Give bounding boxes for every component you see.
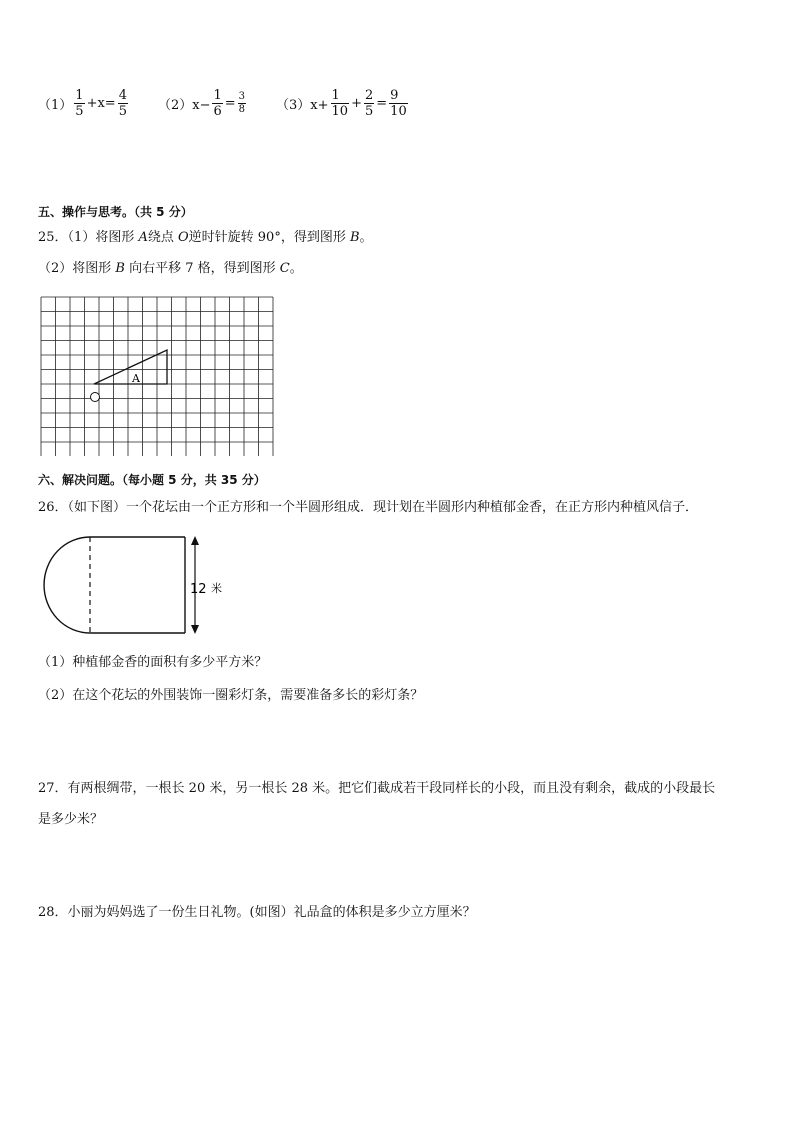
denominator: 5 <box>75 104 84 119</box>
question-26-sub-1: （1）种植郁金香的面积有多少平方米？ <box>38 655 268 670</box>
arrow-up-icon <box>191 536 199 545</box>
section-title: 五、操作与思考。（共 5 分） <box>38 205 193 219</box>
shape-name: A <box>138 230 148 245</box>
text-run: 绕点 <box>147 230 178 245</box>
denominator: 10 <box>331 104 349 119</box>
question-25-part-2 <box>38 260 303 278</box>
question-26-text: 26．（如下图）一个花坛由一个正方形和一个半圆形组成．现计划在半圆形内种植郁金香，在正方形内种植风信子． <box>38 500 699 515</box>
question-28-text: 28．小丽为妈妈选了一份生日礼物。(如图）礼品盒的体积是多少立方厘米？ <box>38 905 476 920</box>
denominator: 10 <box>390 104 407 119</box>
denominator: 5 <box>364 104 374 119</box>
numerator: 1 <box>331 88 340 103</box>
point-name: O <box>177 230 189 245</box>
shape-name: B <box>349 230 360 245</box>
grid-lines <box>41 297 273 456</box>
equation-label: （2）x− <box>157 98 211 113</box>
numerator: 9 <box>390 88 399 103</box>
grid-figure <box>40 296 276 456</box>
question-25-part-1 <box>38 229 373 247</box>
text-run: 25．（1）将图形 <box>38 230 139 245</box>
fraction <box>389 88 408 119</box>
numerator: 4 <box>118 88 127 103</box>
operator: = <box>224 96 236 111</box>
denominator: 5 <box>118 104 127 119</box>
text-run: 逆时针旋转 90°，得到图形 <box>188 230 350 245</box>
equation-label: （1） <box>38 98 73 113</box>
equation-2 <box>158 88 248 119</box>
equation-1 <box>38 88 130 119</box>
dimension-unit: 米 <box>211 582 222 595</box>
question-27-line-1: 27．有两根绸带，一根长 20 米，另一根长 28 米。把它们截成若干段同样长的小段，而且没有剩余，截成的小段最长 <box>38 781 716 796</box>
point-o-marker <box>91 393 100 402</box>
numerator: 2 <box>364 88 374 103</box>
operator: +x= <box>86 96 116 111</box>
shape-name: C <box>279 261 290 276</box>
section-title: 六、解决问题。（每小题 5 分，共 35 分） <box>38 473 266 487</box>
question-26-sub-2: （2）在这个花坛的外围装饰一圈彩灯条，需要准备多长的彩灯条？ <box>38 688 424 703</box>
numerator: 3 <box>238 91 246 102</box>
fraction <box>74 88 84 119</box>
text-run: （2）将图形 <box>38 261 116 276</box>
fraction <box>118 88 128 119</box>
denominator: 8 <box>238 104 246 115</box>
arrow-down-icon <box>191 625 199 634</box>
numerator: 1 <box>75 88 84 103</box>
flower-bed-figure <box>38 530 238 640</box>
equation-label: （3）x+ <box>276 98 329 113</box>
triangle-label: A <box>132 372 140 385</box>
operator: + <box>351 96 362 111</box>
semicircle <box>44 537 90 633</box>
text-run: 。 <box>289 261 303 276</box>
fraction <box>331 88 350 119</box>
equation-3 <box>276 88 410 119</box>
denominator: 6 <box>213 104 222 119</box>
fraction <box>364 88 374 119</box>
numerator: 1 <box>213 88 222 103</box>
dimension-value: 12 <box>190 582 207 597</box>
fraction <box>238 91 246 116</box>
text-run: 。 <box>359 230 373 245</box>
operator: = <box>376 96 388 111</box>
fraction <box>212 88 222 119</box>
equations-row <box>38 88 410 119</box>
text-run: 向右平移 7 格，得到图形 <box>124 261 280 276</box>
question-27-line-2: 是多少米？ <box>38 812 104 827</box>
shape-name: B <box>115 261 125 276</box>
